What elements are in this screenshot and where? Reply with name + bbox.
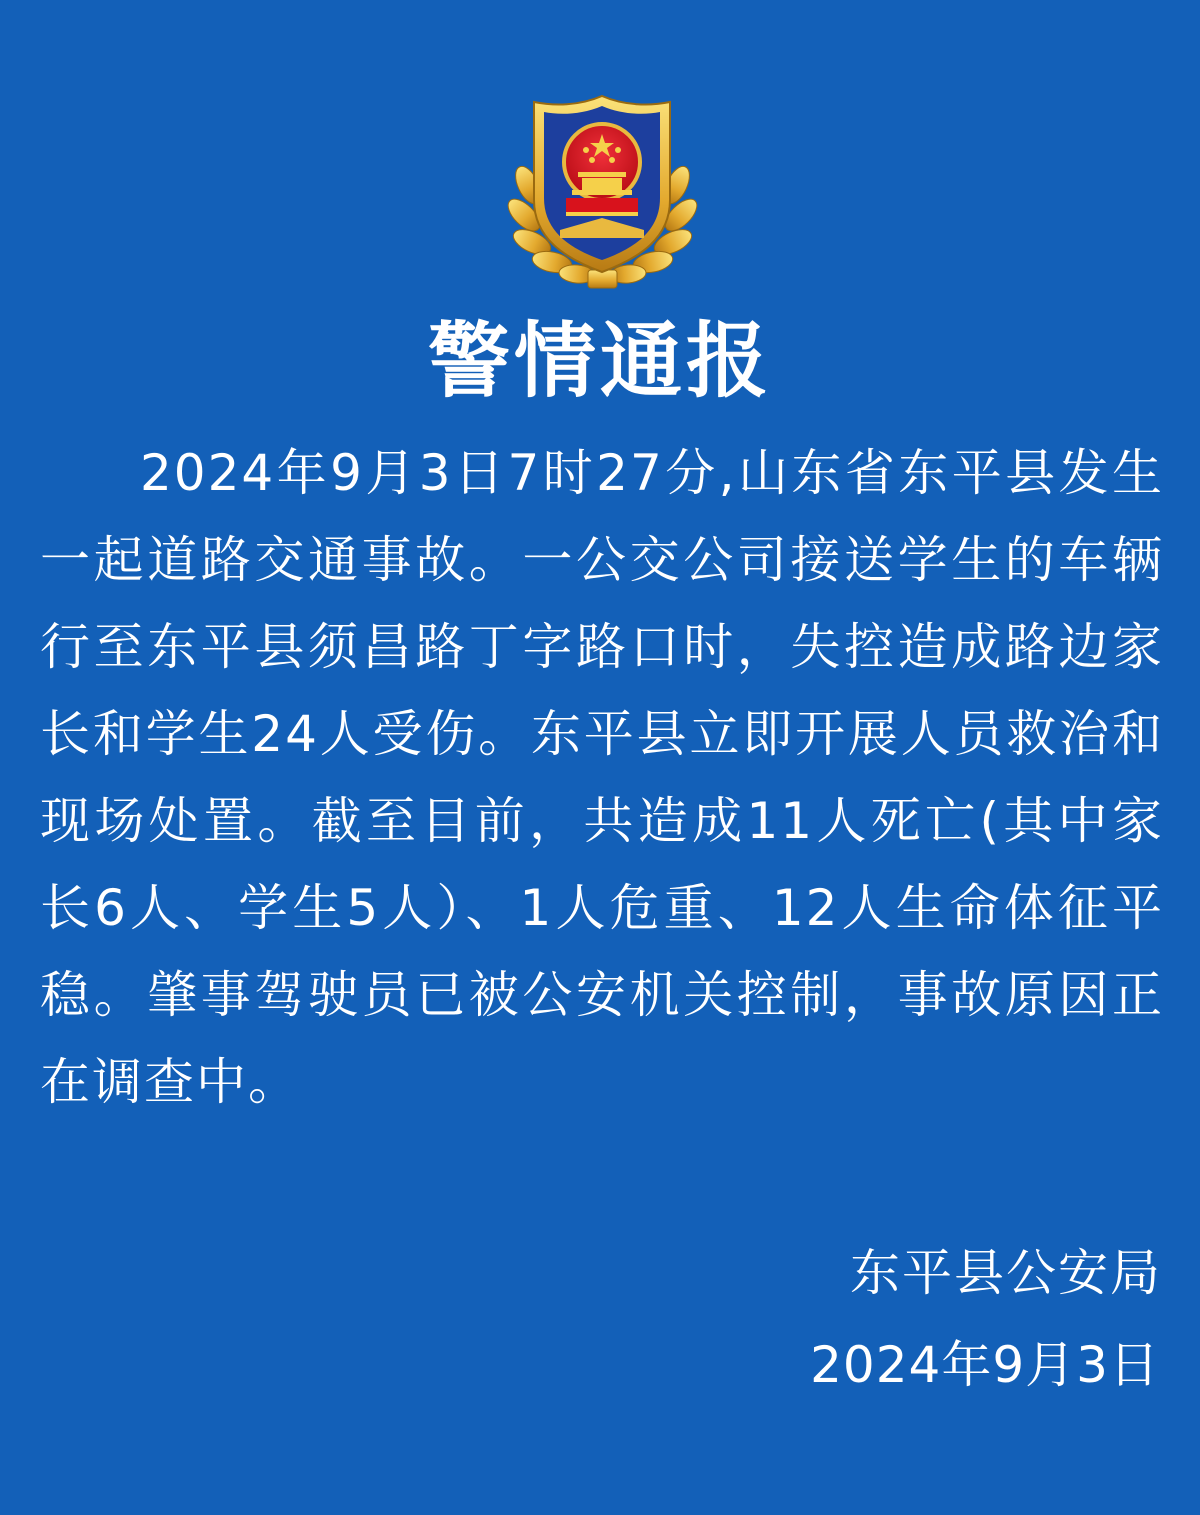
notice-title: 警情通报	[427, 314, 772, 409]
police-emblem-icon	[500, 90, 705, 295]
issue-date: 2024年9月3日	[810, 1336, 1160, 1394]
notice-body: 2024年9月3日7时27分,山东省东平县发生一起道路交通事故。一公交公司接送学生的车辆行至东平县须昌路丁字路口时，失控造成路边家长和学生24人受伤。东平县立即开展人员救治和现场处置。截至目前，共造成11人死亡(其中家长6人、学生5人）、1人危重、12人生命体征平稳。肇事驾驶员已被公安机关控制，事故原因正在调查中。	[40, 444, 1164, 1111]
issuer-signature: 东平县公安局	[850, 1244, 1162, 1302]
